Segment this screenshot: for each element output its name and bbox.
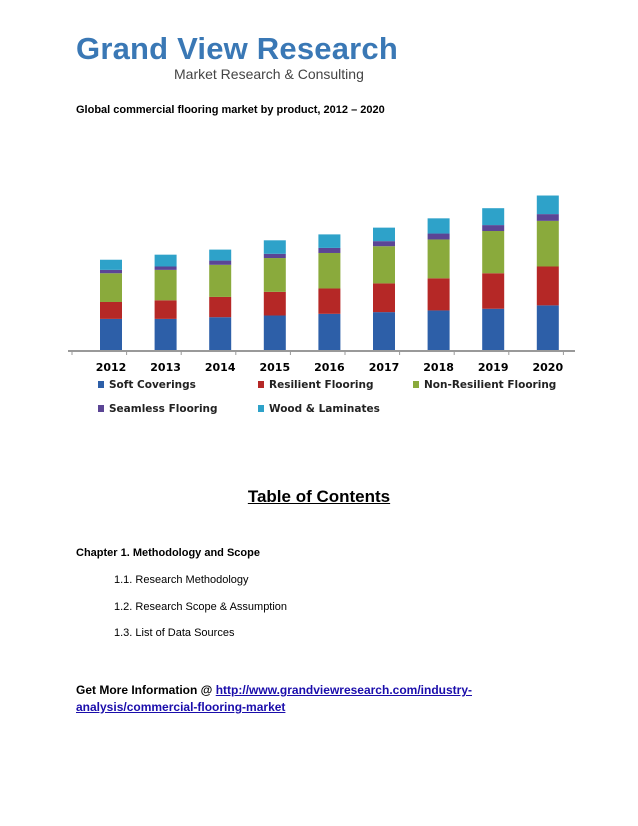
bar-2012-non-resilient-flooring (100, 273, 122, 302)
bar-2017-seamless-flooring (373, 241, 395, 246)
bar-2015-soft-coverings (264, 316, 286, 351)
bar-2016-resilient-flooring (318, 288, 340, 313)
bar-2014-resilient-flooring (209, 297, 231, 317)
legend-label-resilient-flooring: Resilient Flooring (269, 379, 374, 391)
x-tick-label-2016: 2016 (314, 361, 345, 374)
legend-label-soft-coverings: Soft Coverings (109, 379, 196, 391)
logo-title: Grand View Research (76, 31, 398, 66)
x-tick-label-2020: 2020 (532, 361, 564, 374)
legend-label-wood-laminates: Wood & Laminates (269, 403, 380, 415)
bar-2018-wood-laminates (428, 218, 450, 233)
logo-subtitle: Market Research & Consulting (174, 66, 364, 82)
bar-2012-seamless-flooring (100, 270, 122, 273)
bar-2016-wood-laminates (318, 234, 340, 248)
more-info (76, 682, 576, 716)
chart-title: Global commercial flooring market by product, 2012 – 2020 (76, 104, 385, 116)
toc-chapter-1: Chapter 1. Methodology and Scope (76, 547, 260, 559)
bar-2014-non-resilient-flooring (209, 265, 231, 297)
bar-2016-non-resilient-flooring (318, 253, 340, 288)
bar-2014-wood-laminates (209, 250, 231, 261)
bar-2018-seamless-flooring (428, 234, 450, 240)
more-info-link[interactable]: http://www.grandviewresearch.com/industry-analysis/commercial-flooring-market (76, 683, 472, 714)
bar-2019-non-resilient-flooring (482, 231, 504, 273)
more-info-label: Get More Information @ (76, 683, 216, 697)
toc-item-research-methodology: 1.1. Research Methodology (114, 574, 249, 586)
bar-2020-seamless-flooring (537, 214, 559, 221)
bar-2013-seamless-flooring (155, 267, 177, 270)
x-tick-label-2013: 2013 (150, 361, 181, 374)
legend-swatch-non-resilient-flooring (413, 381, 419, 388)
legend-swatch-soft-coverings (98, 381, 104, 388)
bar-2016-seamless-flooring (318, 248, 340, 253)
bar-2018-non-resilient-flooring (428, 239, 450, 278)
bar-2020-wood-laminates (537, 196, 559, 215)
bar-2013-wood-laminates (155, 255, 177, 267)
bar-2019-soft-coverings (482, 309, 504, 351)
bar-2017-wood-laminates (373, 228, 395, 242)
bar-2019-seamless-flooring (482, 225, 504, 231)
toc-heading: Table of Contents (247, 487, 391, 506)
x-tick-label-2014: 2014 (204, 361, 236, 374)
bar-2015-non-resilient-flooring (264, 258, 286, 292)
bar-2018-soft-coverings (428, 310, 450, 351)
bar-2019-wood-laminates (482, 208, 504, 225)
toc-item-data-sources: 1.3. List of Data Sources (114, 627, 235, 639)
legend-label-non-resilient-flooring: Non-Resilient Flooring (424, 379, 557, 391)
bar-2015-resilient-flooring (264, 292, 286, 316)
bar-2013-non-resilient-flooring (155, 270, 177, 300)
x-tick-label-2018: 2018 (423, 361, 454, 374)
legend-swatch-wood-laminates (258, 405, 264, 412)
logo (76, 32, 398, 82)
bar-2019-resilient-flooring (482, 273, 504, 308)
legend-swatch-resilient-flooring (258, 381, 264, 388)
bar-2016-soft-coverings (318, 314, 340, 351)
legend-label-seamless-flooring: Seamless Flooring (109, 403, 218, 415)
bar-2012-soft-coverings (100, 319, 122, 351)
bar-2014-soft-coverings (209, 317, 231, 351)
bar-2017-resilient-flooring (373, 283, 395, 312)
bar-2018-resilient-flooring (428, 278, 450, 310)
x-tick-label-2019: 2019 (477, 361, 509, 374)
x-tick-label-2017: 2017 (368, 361, 400, 374)
bar-2013-soft-coverings (155, 319, 177, 351)
bar-2014-seamless-flooring (209, 261, 231, 265)
bar-2020-non-resilient-flooring (537, 221, 559, 267)
bar-2012-wood-laminates (100, 260, 122, 270)
bar-2020-resilient-flooring (537, 267, 559, 306)
bar-2012-resilient-flooring (100, 302, 122, 319)
stacked-bar-chart (60, 115, 590, 425)
bar-2015-seamless-flooring (264, 254, 286, 258)
x-tick-label-2012: 2012 (95, 361, 127, 374)
x-tick-label-2015: 2015 (259, 361, 291, 374)
toc-item-research-scope: 1.2. Research Scope & Assumption (114, 601, 288, 613)
bar-2017-soft-coverings (373, 312, 395, 351)
bar-2017-non-resilient-flooring (373, 246, 395, 283)
bar-2015-wood-laminates (264, 240, 286, 254)
bar-2013-resilient-flooring (155, 300, 177, 319)
bar-2020-soft-coverings (537, 305, 559, 351)
legend-swatch-seamless-flooring (98, 405, 104, 412)
